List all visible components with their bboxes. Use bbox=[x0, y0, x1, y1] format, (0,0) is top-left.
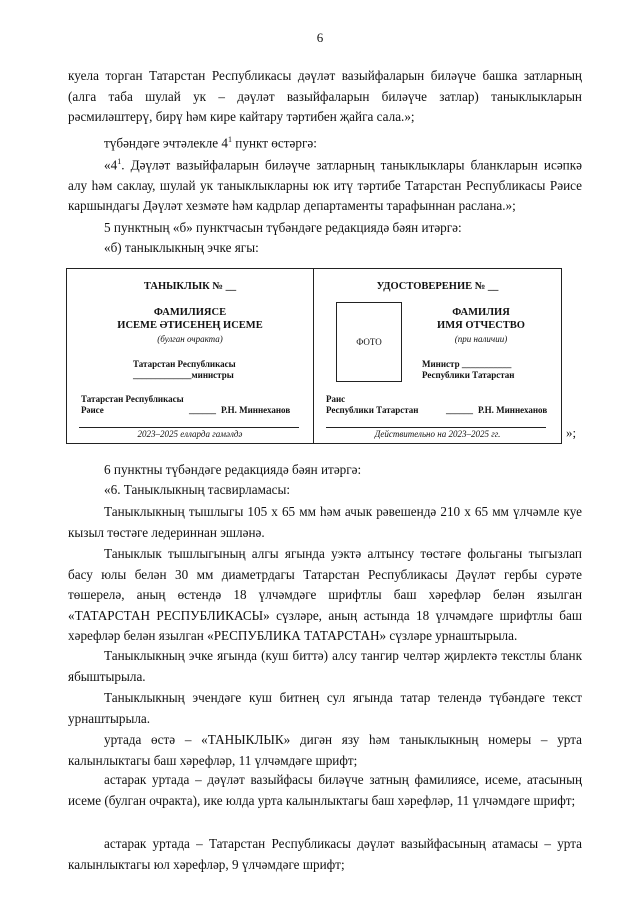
card-validity: 2023–2025 елларда гамәлдә bbox=[137, 429, 243, 439]
paragraph-point-text-b: . Дәүләт вазыйфаларын биләүче затларның таныклыклары бланкларын исәпкә алу һәм саклау, шулай ук таныклыкларны юк итү тәртибе Татарстан Республикасы Рәисе каршындагы Дәүләт хезмәте һәм кадрлар департаменты тарафыннан раслана.»; bbox=[68, 157, 582, 214]
card-name: ИМЯ ОТЧЕСТВО bbox=[437, 320, 525, 331]
paragraph-continuation: куела торган Татарстан Республикасы дәүләт вазыйфаларын биләүче башка затларның (алга таба шулай ук – дәүләт вазыйфаларын биләүче затлар) таныклыкларын рәсмиләштерү, бирү һәм кире кайтару тәртибен җайга сала.»; bbox=[68, 68, 582, 124]
card-note: (при наличии) bbox=[454, 334, 508, 344]
card-org-1: Министр ___________ bbox=[422, 359, 512, 369]
superscript: 1 bbox=[228, 135, 232, 144]
divider bbox=[79, 427, 299, 428]
card-title: ТАНЫКЛЫК № __ bbox=[143, 281, 237, 292]
card-org-2: Республики Татарстан bbox=[422, 370, 515, 380]
paragraph-inner-side: «б) таныклыкның эчке ягы: bbox=[104, 240, 259, 255]
card-surname: ФАМИЛИЯ bbox=[452, 307, 510, 318]
paragraph-point-text-a: «4 bbox=[104, 157, 118, 173]
card-validity: Действительно на 2023–2025 гг. bbox=[374, 429, 501, 439]
card-title: УДОСТОВЕРЕНИЕ № __ bbox=[376, 281, 499, 292]
paragraph-below-center: астарак уртада – дәүләт вазыйфасы биләүче затның фамилиясе, исеме, атасының исеме (булган очракта), ике юлда урта калынлыктагы баш хәрефләр, 11 үлчәмдәге шрифт; bbox=[68, 772, 582, 808]
paragraph-position-title: астарак уртада – Татарстан Республикасы дәүләт вазыйфасының атамасы – урта калынлыктагы юл хәрефләр, 9 үлчәмдәге шрифт; bbox=[68, 836, 582, 872]
card-surname: ФАМИЛИЯСЕ bbox=[153, 307, 227, 318]
card-sign-1: Раис bbox=[326, 394, 346, 404]
divider bbox=[326, 427, 546, 428]
closing-quote: »; bbox=[566, 425, 577, 440]
page-number: 6 bbox=[316, 30, 324, 45]
card-sign-line: ______ bbox=[446, 405, 473, 415]
paragraph-inner-blank: Таныклыкның эчке ягында (куш биттә) алсу тангир челтәр җирлектә текстлы бланк ябыштырыла. bbox=[68, 648, 582, 684]
card-name: ИСЕМЕ ӘТИСЕНЕҢ ИСЕМЕ bbox=[117, 320, 263, 331]
card-sign-1: Татарстан Республикасы bbox=[81, 394, 184, 404]
superscript: 1 bbox=[117, 157, 122, 166]
paragraph-add-point bbox=[68, 130, 582, 154]
paragraph-add-point-text-b: пункт өстәргә: bbox=[232, 135, 317, 151]
card-org-1: Татарстан Республикасы bbox=[133, 359, 236, 369]
id-card-right-russian bbox=[314, 269, 561, 443]
paragraph-cover: Таныклыкның тышлыгы 105 х 65 мм һәм ачык рәвешендә 210 х 65 мм үлчәмле куе кызыл төстәге ледериннан эшләнә. bbox=[68, 504, 582, 540]
card-sign-2: Республики Татарстан bbox=[326, 405, 419, 415]
card-sign-2: Рәисе bbox=[81, 405, 104, 415]
paragraph-point-4-1 bbox=[68, 152, 582, 217]
card-signer: Р.Н. Миннеханов bbox=[221, 405, 291, 415]
paragraph-point-6: 6 пунктны түбәндәге редакциядә бәян итәргә: bbox=[104, 462, 362, 477]
id-card-sample bbox=[66, 268, 562, 444]
paragraph-description-title: «6. Таныклыкның тасвирламасы: bbox=[104, 482, 291, 497]
id-card-left-tatar bbox=[67, 269, 314, 443]
paragraph-top-center: уртада өстә – «ТАНЫКЛЫК» дигән язу һәм таныклыкның номеры – урта калынлыктагы баш хәрефләр, 11 үлчәмдәге шрифт; bbox=[68, 732, 582, 768]
paragraph-point-5: 5 пунктның «б» пунктчасын түбәндәге редакциядә бәян итәргә: bbox=[104, 220, 462, 235]
photo-placeholder: ФОТО bbox=[336, 302, 402, 382]
paragraph-add-point-text-a: түбәндәге эчтәлекле 4 bbox=[104, 135, 228, 151]
paragraph-left-page: Таныклыкның эчендәге куш битнең сул ягында татар телендә түбәндәге текст урнаштырыла. bbox=[68, 690, 582, 726]
card-sign-line: ______ bbox=[189, 405, 216, 415]
paragraph-front-side: Таныклык тышлыгының алгы ягында уэктә алтынсу төстәге фольганы тыгызлап басу юлы белән 30 мм диаметрдагы Татарстан Республикасы Дәүләт гербы сурәте төшерелә, аның өстендә 18 үлчәмдәге шрифтлы баш хәрефләр белән язылган «ТАТАРСТАН РЕСПУБЛИКАСЫ» сүзләре, аның астында 18 үлчәмдәге шрифтлы баш хәрефләр белән язылган «РЕСПУБЛИКА ТАТАРСТАН» сүзләре урнаштырыла. bbox=[68, 546, 582, 643]
card-note: (булган очракта) bbox=[157, 334, 223, 344]
card-signer: Р.Н. Миннеханов bbox=[478, 405, 548, 415]
card-org-2: _____________министры bbox=[133, 370, 234, 380]
